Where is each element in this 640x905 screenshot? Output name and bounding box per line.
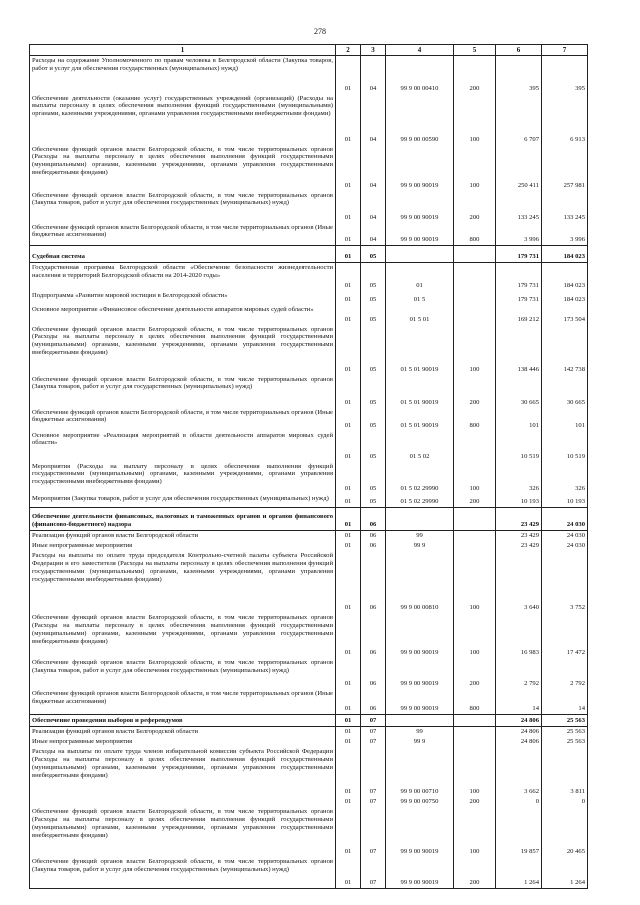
description-cell: Обеспечение функций органов власти Белгородской области, в том числе территориальных органов (Расходы на выплаты персоналу в целях обеспечения выполнения функций государственными (муниципальными) органами, казенными учреждениями, органами управления государственными внебюджетными фондами) [30, 145, 336, 191]
subsection-code-cell: 05 [361, 291, 386, 305]
table-row [30, 857, 588, 888]
section-code-cell: 01 [336, 94, 361, 145]
amount-2020-cell: 101 [542, 408, 588, 431]
target-article-cell: 99 9 00 90019 [386, 191, 454, 223]
description-cell: Обеспечение деятельности (оказание услуг) государственных учреждений (организаций) (Расходы на выплаты персоналу в целях обеспечения выполнения функций государственными (муниципальными) органами, казенными учреждениями, органами управления государственными внебюджетными фондами) [30, 94, 336, 145]
subsection-code-cell: 07 [361, 715, 386, 727]
section-code-cell: 01 [336, 807, 361, 857]
amount-2019-cell: 24 806 [496, 727, 542, 737]
table-row [30, 375, 588, 408]
amount-2019-cell: 3 996 [496, 223, 542, 246]
target-article-cell: 99 9 00 90019 [386, 807, 454, 857]
table-row [30, 94, 588, 145]
amount-2020-cell: 24 030 [542, 541, 588, 551]
target-article-cell: 99 9 00 90019 [386, 857, 454, 888]
amount-2020-cell: 1 264 [542, 857, 588, 888]
table-row [30, 541, 588, 551]
section-code-cell: 01 [336, 431, 361, 462]
amount-2020-cell: 257 981 [542, 145, 588, 191]
table-row [30, 145, 588, 191]
table-row [30, 531, 588, 541]
subsection-code-cell: 04 [361, 145, 386, 191]
description-cell: Подпрограмма «Развитие мировой юстиции в Белгородской области» [30, 291, 336, 305]
description-cell: Обеспечение функций органов власти Белгородской области, в том числе территориальных органов (Иные бюджетные ассигнования) [30, 689, 336, 715]
table-row [30, 462, 588, 494]
description-cell: Мероприятия (Закупка товаров, работ и услуг для обеспечения государственных (муниципальных) нужд) [30, 494, 336, 508]
expense-type-cell: 200 [454, 658, 496, 689]
table-row [30, 325, 588, 375]
target-article-cell: 99 9 00 00810 [386, 551, 454, 613]
amount-2019-cell: 16 983 [496, 613, 542, 658]
subsection-code-cell: 05 [361, 494, 386, 508]
section-code-cell: 01 [336, 408, 361, 431]
section-code-cell: 01 [336, 223, 361, 246]
target-article-cell: 01 5 01 [386, 305, 454, 325]
expense-type-cell: 800 [454, 408, 496, 431]
amount-2020-cell: 10 519 [542, 431, 588, 462]
amount-2020-cell: 14 [542, 689, 588, 715]
description-cell: Обеспечение функций органов власти Белгородской области, в том числе территориальных органов (Закупка товаров, работ и услуг для обеспечения государственных (муниципальных) нужд) [30, 658, 336, 689]
amount-2019-cell: 179 731 [496, 263, 542, 291]
target-article-cell: 01 5 02 [386, 431, 454, 462]
target-article-cell: 99 9 00 00750 [386, 797, 454, 807]
amount-2019-cell: 0 [496, 797, 542, 807]
subsection-code-cell: 05 [361, 305, 386, 325]
expense-type-cell: 100 [454, 807, 496, 857]
subsection-code-cell: 06 [361, 508, 386, 531]
target-article-cell [386, 715, 454, 727]
amount-2019-cell: 23 429 [496, 508, 542, 531]
expense-type-cell [454, 715, 496, 727]
amount-2020-cell: 184 023 [542, 263, 588, 291]
description-cell [30, 797, 336, 807]
amount-2020-cell: 25 563 [542, 727, 588, 737]
section-code-cell: 01 [336, 715, 361, 727]
description-cell: Государственная программа Белгородской области «Обеспечение безопасности жизнедеятельности населения и территорий Белгородской области на 2014-2020 годы» [30, 263, 336, 291]
description-cell: Обеспечение функций органов власти Белгородской области, в том числе территориальных органов (Расходы на выплаты персоналу в целях обеспечения выполнения функций государственными (муниципальными) органами, казенными учреждениями, органами управления государственными внебюджетными фондами) [30, 325, 336, 375]
amount-2019-cell: 250 411 [496, 145, 542, 191]
amount-2019-cell: 10 193 [496, 494, 542, 508]
table-body [30, 56, 588, 889]
subsection-code-cell: 05 [361, 263, 386, 291]
target-article-cell: 99 9 00 90019 [386, 658, 454, 689]
section-code-cell: 01 [336, 689, 361, 715]
section-code-cell: 01 [336, 508, 361, 531]
subsection-code-cell: 07 [361, 857, 386, 888]
amount-2020-cell: 0 [542, 797, 588, 807]
section-code-cell: 01 [336, 747, 361, 797]
header-row [30, 45, 588, 56]
amount-2020-cell: 10 193 [542, 494, 588, 508]
target-article-cell: 01 5 02 29990 [386, 494, 454, 508]
amount-2020-cell: 24 030 [542, 508, 588, 531]
description-cell: Обеспечение функций органов власти Белгородской области, в том числе территориальных органов (Расходы на выплаты персоналу в целях обеспечения выполнения функций государственными (муниципальными) органами, казенными учреждениями, органами управления государственными внебюджетными фондами) [30, 807, 336, 857]
expense-type-cell [454, 431, 496, 462]
target-article-cell: 99 [386, 727, 454, 737]
target-article-cell: 01 5 [386, 291, 454, 305]
amount-2020-cell: 30 665 [542, 375, 588, 408]
expense-type-cell: 100 [454, 551, 496, 613]
subsection-code-cell: 06 [361, 613, 386, 658]
target-article-cell: 99 9 00 00590 [386, 94, 454, 145]
amount-2019-cell: 101 [496, 408, 542, 431]
amount-2019-cell: 1 264 [496, 857, 542, 888]
table-row [30, 263, 588, 291]
description-cell: Обеспечение функций органов власти Белгородской области, в том числе территориальных органов (Иные бюджетные ассигнования) [30, 223, 336, 246]
expense-type-cell: 200 [454, 494, 496, 508]
subsection-code-cell: 07 [361, 797, 386, 807]
subsection-code-cell: 05 [361, 375, 386, 408]
amount-2019-cell: 133 245 [496, 191, 542, 223]
section-row [30, 508, 588, 531]
subsection-code-cell: 04 [361, 223, 386, 246]
subsection-code-cell: 06 [361, 658, 386, 689]
section-code-cell: 01 [336, 658, 361, 689]
expense-type-cell [454, 305, 496, 325]
amount-2020-cell: 6 913 [542, 94, 588, 145]
amount-2019-cell: 395 [496, 56, 542, 94]
description-cell: Обеспечение функций органов власти Белгородской области, в том числе территориальных органов (Закупка товаров, работ и услуг для обеспечения государственных (муниципальных) нужд) [30, 857, 336, 888]
expense-type-cell [454, 541, 496, 551]
amount-2020-cell: 395 [542, 56, 588, 94]
subsection-code-cell: 07 [361, 737, 386, 747]
amount-2020-cell: 24 030 [542, 531, 588, 541]
target-article-cell: 99 9 00 90019 [386, 689, 454, 715]
table-row [30, 747, 588, 797]
target-article-cell: 01 5 01 90019 [386, 408, 454, 431]
budget-table [29, 44, 588, 889]
subsection-code-cell: 05 [361, 408, 386, 431]
description-cell: Обеспечение функций органов власти Белгородской области, в том числе территориальных органов (Закупка товаров, работ и услуг для государственных (муниципальных) нужд) [30, 375, 336, 408]
section-code-cell: 01 [336, 145, 361, 191]
section-code-cell: 01 [336, 727, 361, 737]
amount-2019-cell: 19 857 [496, 807, 542, 857]
header-cell: 7 [542, 45, 588, 56]
expense-type-cell [454, 246, 496, 263]
expense-type-cell: 100 [454, 613, 496, 658]
subsection-code-cell: 06 [361, 551, 386, 613]
table-row [30, 658, 588, 689]
target-article-cell: 01 5 01 90019 [386, 375, 454, 408]
table-row [30, 551, 588, 613]
target-article-cell: 01 5 02 29990 [386, 462, 454, 494]
expense-type-cell [454, 737, 496, 747]
table-row [30, 494, 588, 508]
amount-2019-cell: 23 429 [496, 541, 542, 551]
target-article-cell: 99 9 00 90019 [386, 613, 454, 658]
section-code-cell: 01 [336, 551, 361, 613]
table-row [30, 223, 588, 246]
section-row [30, 715, 588, 727]
amount-2020-cell: 25 563 [542, 737, 588, 747]
amount-2020-cell: 2 792 [542, 658, 588, 689]
target-article-cell: 99 9 00 90019 [386, 223, 454, 246]
amount-2019-cell: 326 [496, 462, 542, 494]
description-cell: Расходы на выплаты по оплате труда членов избирательной комиссии субъекта Российской Федерации (Расходы на выплаты персоналу в целях обеспечения выполнения функций государственными (муниципальными) органами, казенными учреждениями, органами управления государственными внебюджетными фондами) [30, 747, 336, 797]
header-cell: 2 [336, 45, 361, 56]
amount-2019-cell: 179 731 [496, 246, 542, 263]
target-article-cell: 01 5 01 90019 [386, 325, 454, 375]
amount-2019-cell: 179 731 [496, 291, 542, 305]
section-code-cell: 01 [336, 737, 361, 747]
expense-type-cell [454, 727, 496, 737]
expense-type-cell: 100 [454, 94, 496, 145]
description-cell: Расходы на выплаты по оплате труда председателя Контрольно-счетной палаты субъекта Российской Федерации и его заместителя (Расходы на выплаты персоналу в целях обеспечения выполнения функций государственными (муниципальными) органами, казенными учреждениями, органами управления государственными внебюджетными фондами) [30, 551, 336, 613]
section-code-cell: 01 [336, 325, 361, 375]
expense-type-cell: 800 [454, 689, 496, 715]
header-cell: 6 [496, 45, 542, 56]
subsection-code-cell: 04 [361, 191, 386, 223]
subsection-code-cell: 07 [361, 807, 386, 857]
amount-2019-cell: 23 429 [496, 531, 542, 541]
table-row [30, 727, 588, 737]
section-code-cell: 01 [336, 263, 361, 291]
amount-2019-cell: 10 519 [496, 431, 542, 462]
description-cell: Обеспечение функций органов власти Белгородской области, в том числе территориальных органов (Расходы на выплаты персоналу в целях обеспечения выполнения функций государственными (муниципальными) органами, казенными учреждениями, органами управления государственными внебюджетными фондами) [30, 613, 336, 658]
description-cell: Обеспечение проведения выборов и референдумов [30, 715, 336, 727]
expense-type-cell: 200 [454, 191, 496, 223]
description-cell: Иные непрограммные мероприятия [30, 541, 336, 551]
description-cell: Судебная система [30, 246, 336, 263]
amount-2020-cell: 20 465 [542, 807, 588, 857]
amount-2020-cell: 17 472 [542, 613, 588, 658]
expense-type-cell: 200 [454, 375, 496, 408]
amount-2019-cell: 24 806 [496, 715, 542, 727]
description-cell: Обеспечение деятельности финансовых, налоговых и таможенных органов и органов финансового (финансово-бюджетного) надзора [30, 508, 336, 531]
amount-2019-cell: 169 212 [496, 305, 542, 325]
table-row [30, 408, 588, 431]
section-code-cell: 01 [336, 797, 361, 807]
expense-type-cell: 100 [454, 145, 496, 191]
section-row [30, 246, 588, 263]
expense-type-cell: 100 [454, 462, 496, 494]
description-cell: Основное мероприятие «Финансовое обеспечение деятельности аппаратов мировых судей области» [30, 305, 336, 325]
target-article-cell: 99 9 00 90019 [386, 145, 454, 191]
section-code-cell: 01 [336, 291, 361, 305]
expense-type-cell: 200 [454, 56, 496, 94]
target-article-cell: 99 9 00 00710 [386, 747, 454, 797]
target-article-cell: 99 9 [386, 541, 454, 551]
amount-2019-cell: 3 662 [496, 747, 542, 797]
page-number: 278 [314, 27, 326, 36]
table-row [30, 689, 588, 715]
section-code-cell: 01 [336, 462, 361, 494]
amount-2020-cell: 326 [542, 462, 588, 494]
description-cell: Обеспечение функций органов власти Белгородской области, в том числе территориальных органов (Иные бюджетные ассигнования) [30, 408, 336, 431]
target-article-cell: 01 [386, 263, 454, 291]
table-row [30, 807, 588, 857]
section-code-cell: 01 [336, 531, 361, 541]
amount-2020-cell: 3 811 [542, 747, 588, 797]
description-cell: Расходы на содержание Уполномоченного по правам человека в Белгородской области (Закупка товаров, работ и услуг для обеспечения государственных (муниципальных) нужд) [30, 56, 336, 94]
expense-type-cell: 800 [454, 223, 496, 246]
section-code-cell: 01 [336, 246, 361, 263]
expense-type-cell [454, 508, 496, 531]
amount-2019-cell: 30 665 [496, 375, 542, 408]
amount-2020-cell: 3 752 [542, 551, 588, 613]
subsection-code-cell: 04 [361, 94, 386, 145]
expense-type-cell: 200 [454, 797, 496, 807]
subsection-code-cell: 07 [361, 727, 386, 737]
expense-type-cell [454, 263, 496, 291]
target-article-cell: 99 9 [386, 737, 454, 747]
amount-2019-cell: 3 640 [496, 551, 542, 613]
table-row [30, 737, 588, 747]
description-cell: Мероприятия (Расходы на выплату персоналу в целях обеспечения выполнения функций государственными (муниципальными) органами, казенными учреждениями, органами управления государственными внебюджетными фондами) [30, 462, 336, 494]
description-cell: Реализация функций органов власти Белгородской области [30, 727, 336, 737]
section-code-cell: 01 [336, 541, 361, 551]
section-code-cell: 01 [336, 613, 361, 658]
subsection-code-cell: 05 [361, 462, 386, 494]
section-code-cell: 01 [336, 191, 361, 223]
section-code-cell: 01 [336, 857, 361, 888]
description-cell: Основное мероприятие «Реализация мероприятий в области деятельности аппаратов мировых судей области» [30, 431, 336, 462]
subsection-code-cell: 05 [361, 325, 386, 375]
table-row [30, 613, 588, 658]
table-row [30, 431, 588, 462]
header-cell: 1 [30, 45, 336, 56]
amount-2019-cell: 14 [496, 689, 542, 715]
subsection-code-cell: 06 [361, 541, 386, 551]
amount-2020-cell: 133 245 [542, 191, 588, 223]
description-cell: Обеспечение функций органов власти Белгородской области, в том числе территориальных органов (Закупка товаров, работ и услуг для обеспечения государственных (муниципальных) нужд) [30, 191, 336, 223]
subsection-code-cell: 04 [361, 56, 386, 94]
table-row [30, 797, 588, 807]
subsection-code-cell: 07 [361, 747, 386, 797]
header-cell: 3 [361, 45, 386, 56]
section-code-cell: 01 [336, 305, 361, 325]
expense-type-cell [454, 531, 496, 541]
amount-2020-cell: 184 023 [542, 246, 588, 263]
expense-type-cell [454, 291, 496, 305]
header-cell: 4 [386, 45, 454, 56]
subsection-code-cell: 06 [361, 689, 386, 715]
section-code-cell: 01 [336, 375, 361, 408]
description-cell: Реализация функций органов власти Белгородской области [30, 531, 336, 541]
amount-2020-cell: 3 996 [542, 223, 588, 246]
header-cell: 5 [454, 45, 496, 56]
section-code-cell: 01 [336, 494, 361, 508]
subsection-code-cell: 05 [361, 246, 386, 263]
section-code-cell: 01 [336, 56, 361, 94]
table-row [30, 291, 588, 305]
expense-type-cell: 200 [454, 857, 496, 888]
amount-2020-cell: 184 023 [542, 291, 588, 305]
target-article-cell [386, 508, 454, 531]
expense-type-cell: 100 [454, 325, 496, 375]
amount-2020-cell: 142 738 [542, 325, 588, 375]
expense-type-cell: 100 [454, 747, 496, 797]
amount-2019-cell: 138 446 [496, 325, 542, 375]
subsection-code-cell: 06 [361, 531, 386, 541]
table-row [30, 56, 588, 94]
amount-2020-cell: 173 504 [542, 305, 588, 325]
table-row [30, 305, 588, 325]
target-article-cell: 99 9 00 00410 [386, 56, 454, 94]
target-article-cell [386, 246, 454, 263]
description-cell: Иные непрограммные мероприятия [30, 737, 336, 747]
amount-2019-cell: 6 707 [496, 94, 542, 145]
amount-2019-cell: 24 806 [496, 737, 542, 747]
target-article-cell: 99 [386, 531, 454, 541]
amount-2019-cell: 2 792 [496, 658, 542, 689]
table-row [30, 191, 588, 223]
amount-2020-cell: 25 563 [542, 715, 588, 727]
subsection-code-cell: 05 [361, 431, 386, 462]
